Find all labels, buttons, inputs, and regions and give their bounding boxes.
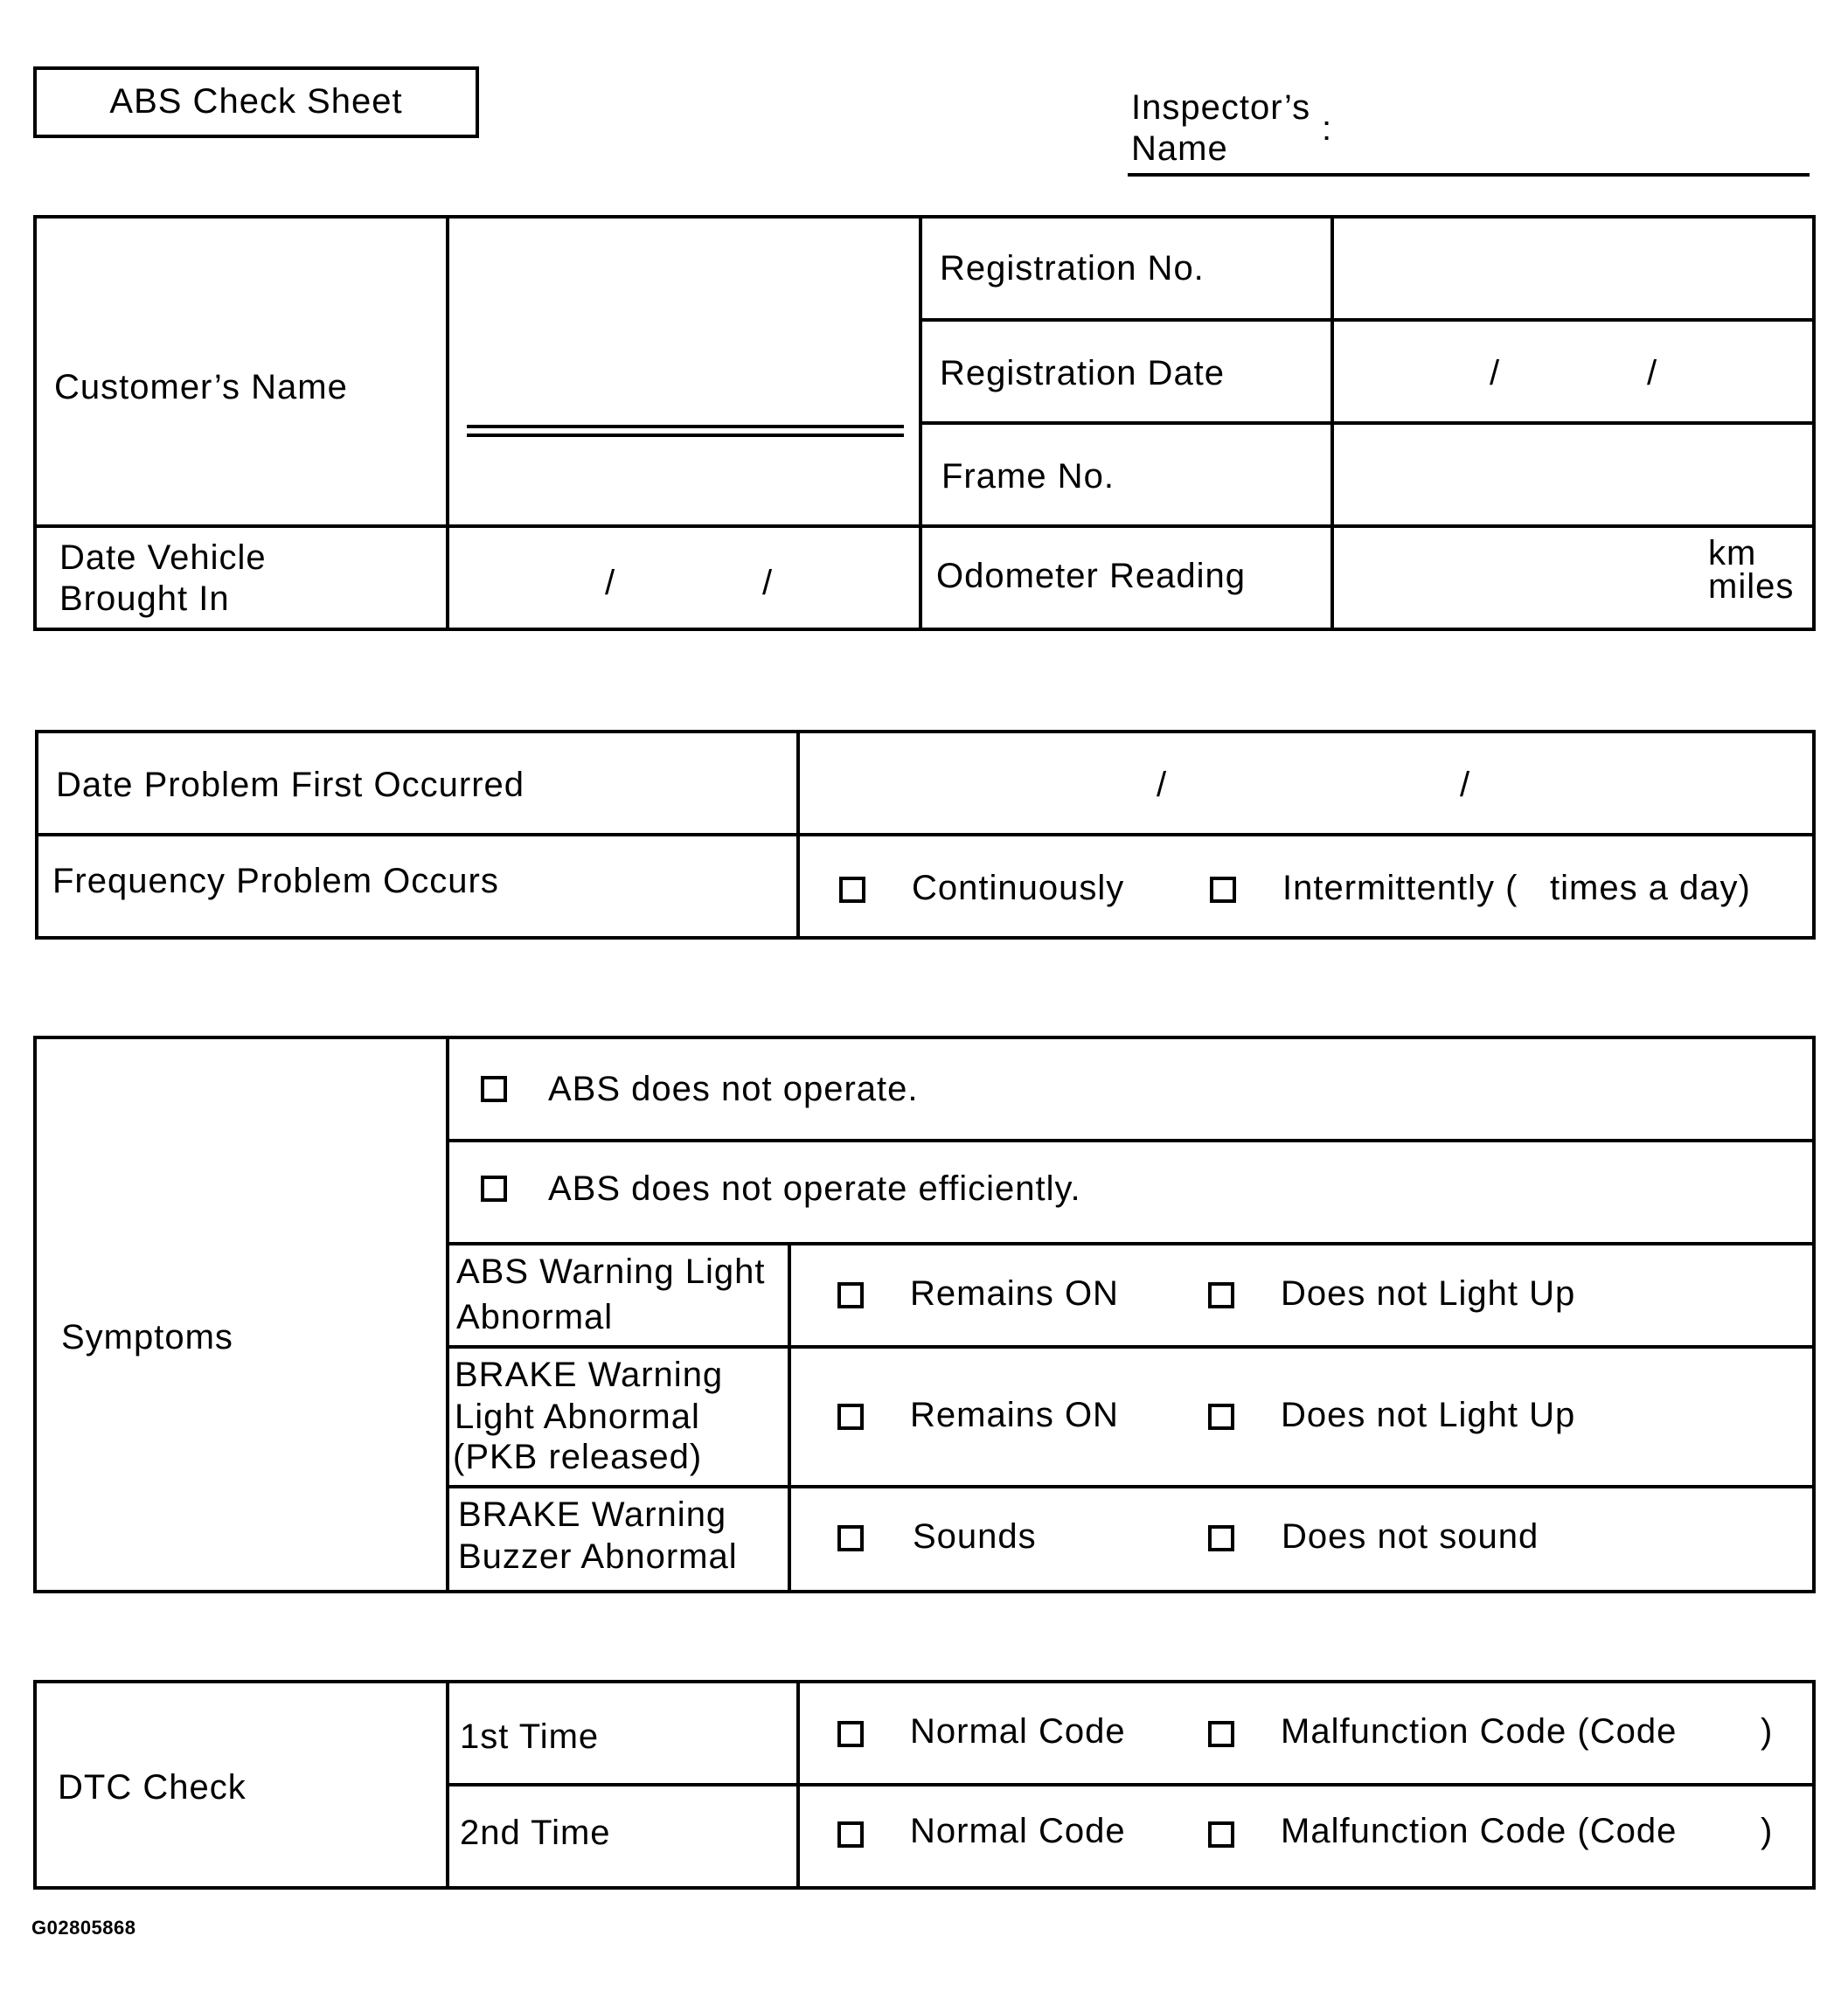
- date-brought-in-label-cell: [35, 526, 448, 629]
- dtc-label-cell: [35, 1682, 448, 1888]
- brake-remains-on-checkbox[interactable]: [837, 1404, 864, 1430]
- abs-light-label-cell: [448, 1244, 789, 1347]
- second-time-label: 2nd Time: [460, 1814, 611, 1852]
- unit-km: km: [1708, 534, 1757, 572]
- registration-date-field[interactable]: [1332, 320, 1814, 423]
- date-brought-in-label-line2: Brought In: [59, 579, 230, 618]
- abs-light-label-line1: ABS Warning Light: [456, 1252, 766, 1291]
- page-title: ABS Check Sheet: [109, 82, 403, 121]
- brake-light-label-line2: Light Abnormal: [455, 1398, 700, 1436]
- customer-name-label: Customer’s Name: [54, 368, 348, 406]
- abs-not-efficient-label: ABS does not operate efficiently.: [548, 1169, 1081, 1208]
- second-time-label-cell: [448, 1785, 798, 1888]
- inspector-label-line1: Inspector’s: [1131, 88, 1311, 127]
- abs-remains-on-label: Remains ON: [910, 1274, 1119, 1313]
- inspector-name-field[interactable]: [1128, 173, 1810, 177]
- abs-light-label-line2: Abnormal: [456, 1298, 614, 1336]
- abs-not-operate-row: [448, 1037, 1814, 1141]
- buzzer-sounds-label: Sounds: [913, 1517, 1037, 1556]
- frame-no-label: Frame No.: [941, 457, 1115, 496]
- first-malfunction-code-label: Malfunction Code (Code: [1281, 1712, 1678, 1751]
- date-brought-in-field[interactable]: [448, 526, 921, 629]
- intermittently-checkbox[interactable]: [1210, 877, 1236, 903]
- registration-no-label-cell: [921, 217, 1332, 320]
- abs-not-light-checkbox[interactable]: [1208, 1282, 1234, 1308]
- registration-no-field[interactable]: [1332, 217, 1814, 320]
- first-occurred-label: Date Problem First Occurred: [56, 766, 525, 804]
- abs-not-light-label: Does not Light Up: [1281, 1274, 1576, 1313]
- frame-no-label-cell: [921, 423, 1332, 526]
- symptoms-label: Symptoms: [61, 1318, 233, 1356]
- first-normal-code-label: Normal Code: [910, 1712, 1126, 1751]
- brake-remains-on-label: Remains ON: [910, 1396, 1119, 1434]
- buzzer-options: [789, 1487, 1814, 1592]
- first-code-close-paren: ): [1761, 1712, 1774, 1751]
- second-code-close-paren: ): [1761, 1812, 1774, 1850]
- brake-not-light-label: Does not Light Up: [1281, 1396, 1576, 1434]
- first-occurred-field[interactable]: [798, 732, 1814, 835]
- unit-miles: miles: [1708, 567, 1795, 606]
- date-separator: /: [605, 564, 616, 602]
- frequency-label: Frequency Problem Occurs: [52, 862, 499, 900]
- dtc-label: DTC Check: [58, 1768, 247, 1807]
- symptoms-table: [33, 1036, 1816, 1593]
- brake-light-options: [789, 1347, 1814, 1487]
- buzzer-label-line2: Buzzer Abnormal: [458, 1537, 738, 1576]
- figure-id: G02805868: [31, 1917, 136, 1939]
- frequency-options: [798, 835, 1814, 938]
- buzzer-label-cell: [448, 1487, 789, 1592]
- problem-occurrence-table: [35, 730, 1816, 940]
- abs-not-operate-checkbox[interactable]: [481, 1076, 507, 1102]
- second-normal-code-checkbox[interactable]: [837, 1821, 864, 1848]
- first-time-label: 1st Time: [460, 1717, 600, 1756]
- vehicle-info-table: [33, 215, 1816, 631]
- first-time-label-cell: [448, 1682, 798, 1785]
- title-box: [33, 66, 479, 138]
- brake-light-label-cell: [448, 1347, 789, 1487]
- date-separator: /: [1157, 766, 1168, 804]
- second-malfunction-code-label: Malfunction Code (Code: [1281, 1812, 1678, 1850]
- inspector-colon: :: [1322, 109, 1333, 148]
- odometer-label: Odometer Reading: [936, 557, 1246, 595]
- registration-date-label: Registration Date: [940, 354, 1226, 392]
- buzzer-label-line1: BRAKE Warning: [458, 1495, 727, 1534]
- dtc-check-table: [33, 1680, 1816, 1890]
- intermittently-label: Intermittently (: [1282, 869, 1518, 907]
- customer-name-label-cell: [35, 217, 448, 526]
- name-underline-top: [467, 425, 904, 428]
- odometer-field[interactable]: [1332, 526, 1814, 629]
- abs-remains-on-checkbox[interactable]: [837, 1282, 864, 1308]
- abs-light-options: [789, 1244, 1814, 1347]
- brake-light-label-line1: BRAKE Warning: [455, 1356, 724, 1394]
- buzzer-sounds-checkbox[interactable]: [837, 1525, 864, 1551]
- symptoms-label-cell: [35, 1037, 448, 1592]
- name-underline-bottom: [467, 434, 904, 437]
- abs-not-operate-label: ABS does not operate.: [548, 1070, 919, 1108]
- second-normal-code-label: Normal Code: [910, 1812, 1126, 1850]
- first-malfunction-code-checkbox[interactable]: [1208, 1721, 1234, 1747]
- continuously-checkbox[interactable]: [839, 877, 865, 903]
- customer-name-field[interactable]: [448, 217, 921, 526]
- first-normal-code-checkbox[interactable]: [837, 1721, 864, 1747]
- first-occurred-label-cell: [37, 732, 798, 835]
- frame-no-field[interactable]: [1332, 423, 1814, 526]
- odometer-label-cell: [921, 526, 1332, 629]
- registration-date-label-cell: [921, 320, 1332, 423]
- brake-not-light-checkbox[interactable]: [1208, 1404, 1234, 1430]
- first-time-options: [798, 1682, 1814, 1785]
- date-separator: /: [1647, 354, 1658, 392]
- buzzer-not-sound-checkbox[interactable]: [1208, 1525, 1234, 1551]
- times-a-day-label: times a day): [1550, 869, 1751, 907]
- second-malfunction-code-checkbox[interactable]: [1208, 1821, 1234, 1848]
- date-separator: /: [1490, 354, 1501, 392]
- frequency-label-cell: [37, 835, 798, 938]
- date-separator: /: [762, 564, 774, 602]
- abs-not-efficient-row: [448, 1141, 1814, 1244]
- brake-light-label-line3: (PKB released): [453, 1438, 703, 1476]
- date-separator: /: [1460, 766, 1471, 804]
- registration-no-label: Registration No.: [940, 249, 1205, 288]
- buzzer-not-sound-label: Does not sound: [1282, 1517, 1539, 1556]
- date-brought-in-label-line1: Date Vehicle: [59, 538, 267, 577]
- second-time-options: [798, 1785, 1814, 1888]
- continuously-label: Continuously: [912, 869, 1125, 907]
- abs-not-efficient-checkbox[interactable]: [481, 1176, 507, 1202]
- inspector-label-line2: Name: [1131, 129, 1228, 168]
